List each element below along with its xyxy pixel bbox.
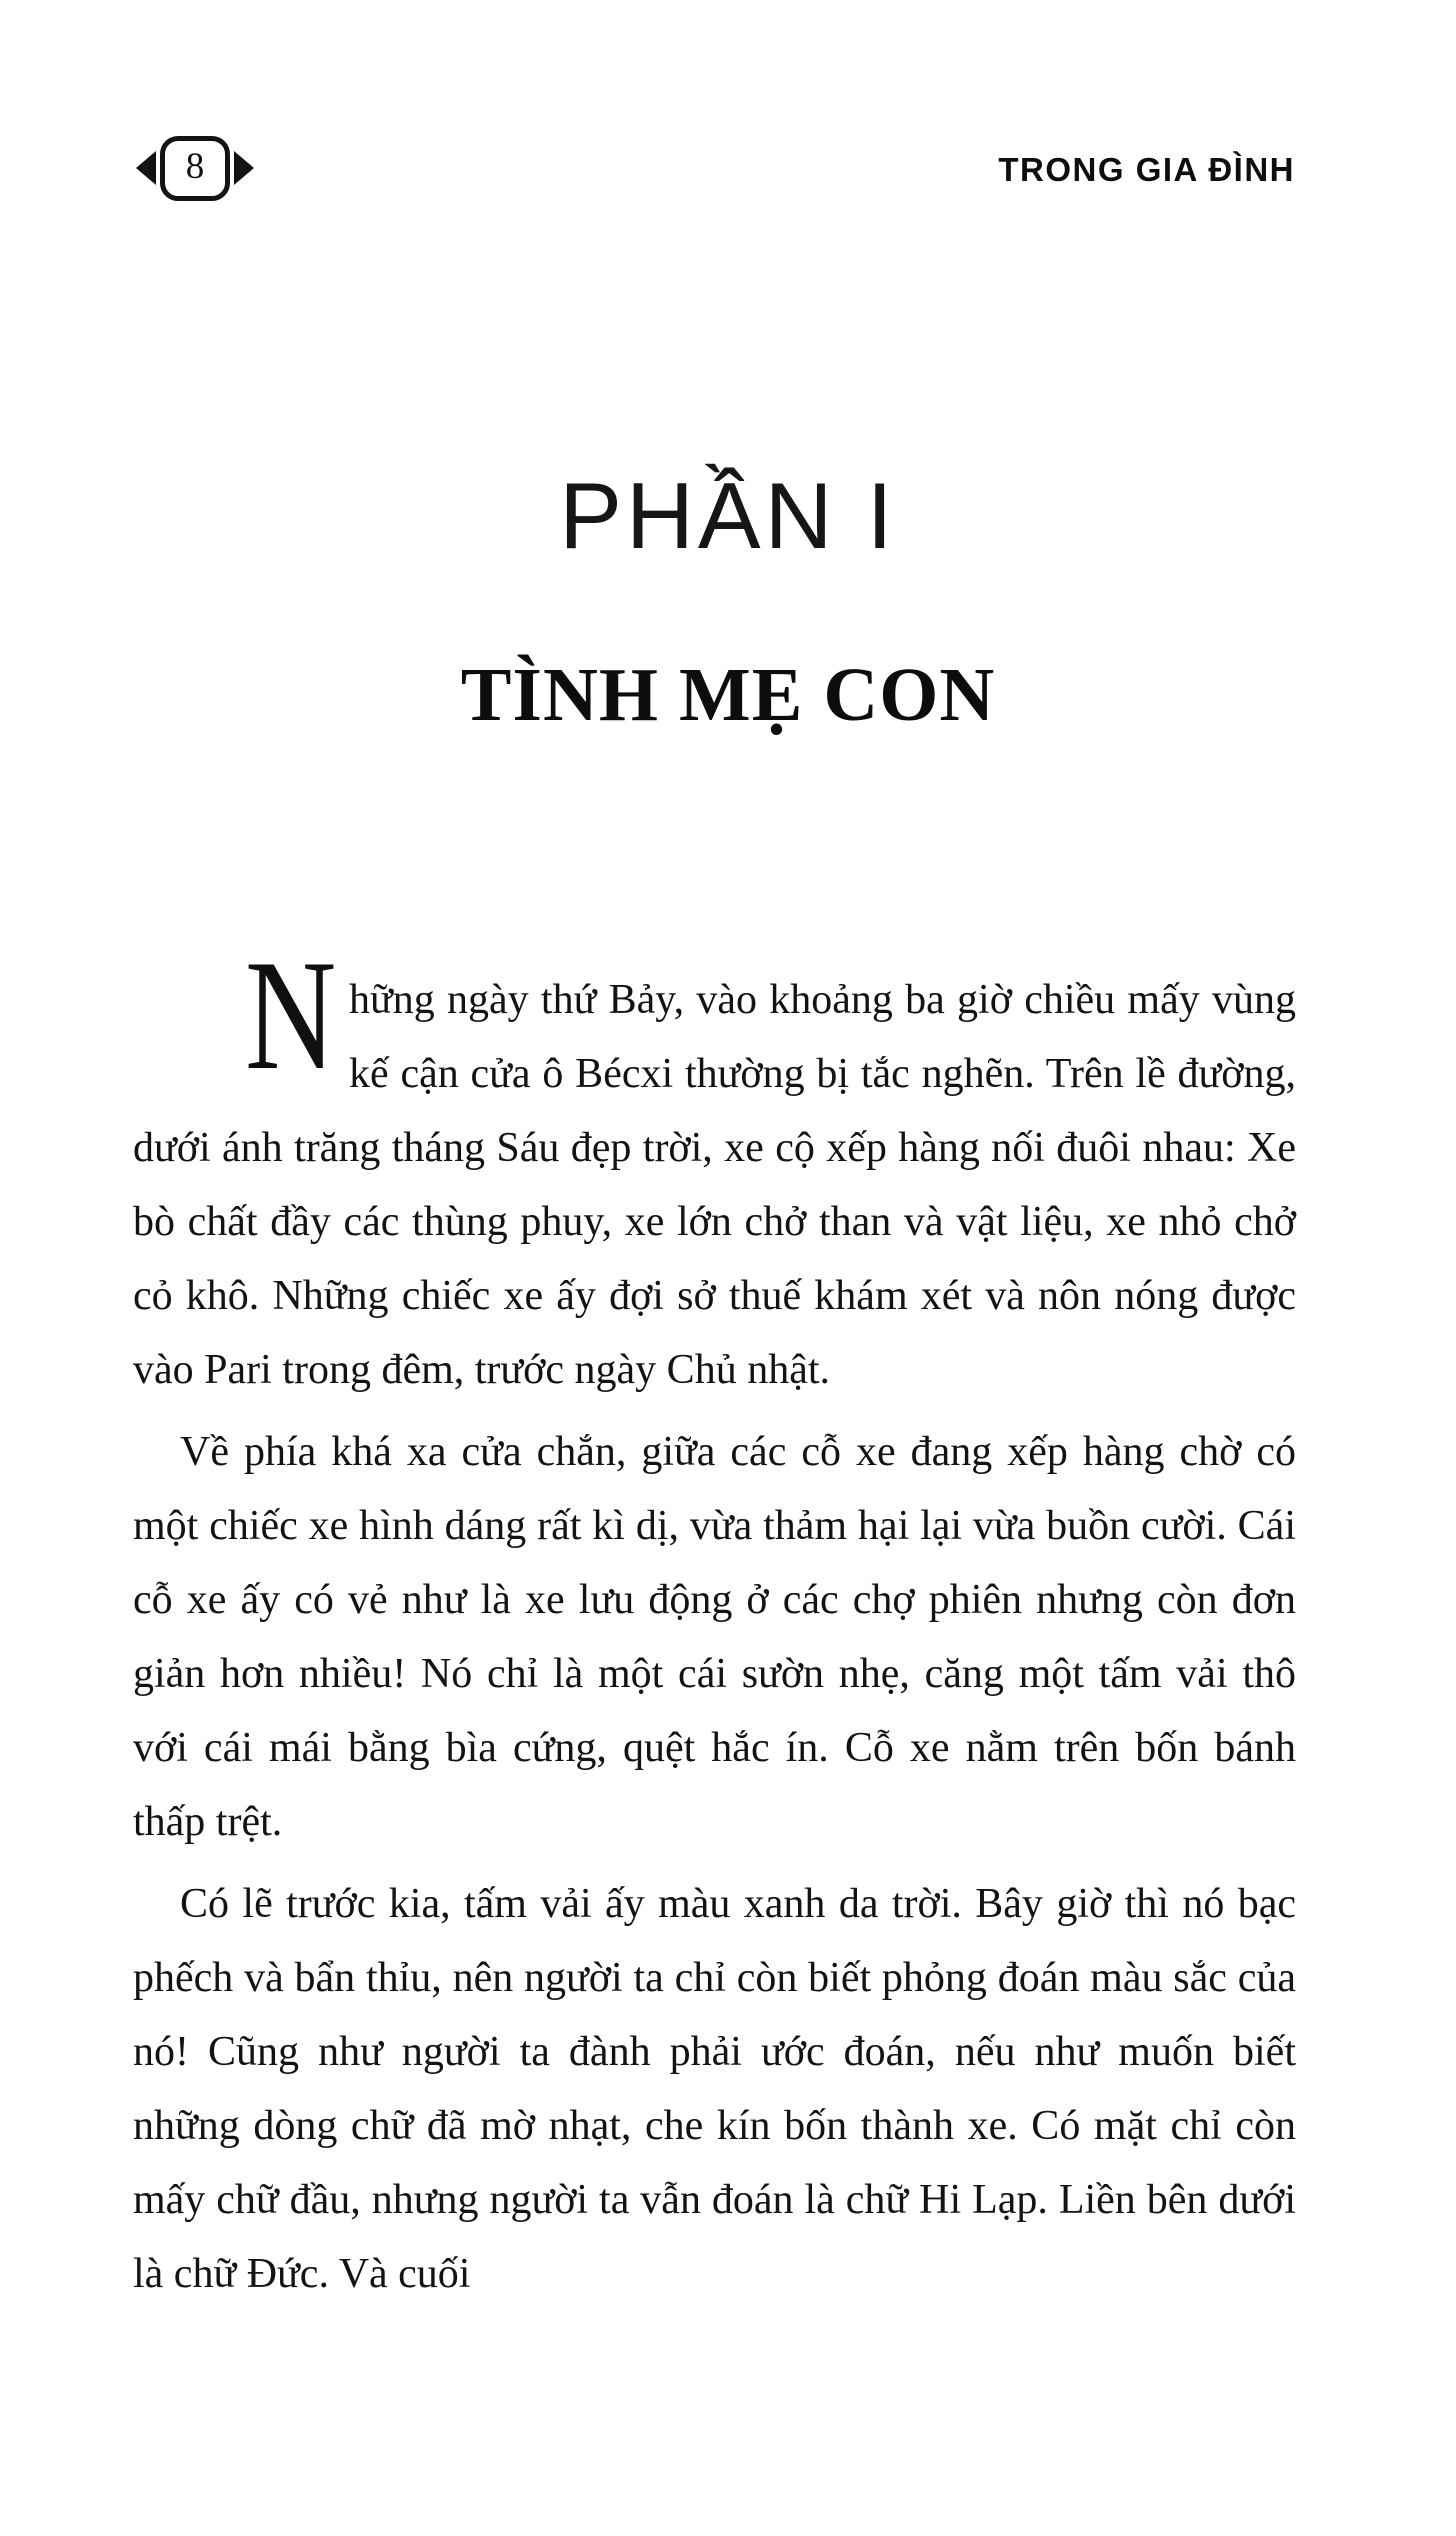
paragraph-3: Có lẽ trước kia, tấm vải ấy màu xanh da trời. Bây giờ thì nó bạc phếch và bẩn thỉu, nên người ta chỉ còn biết phỏng đoán màu sắc của nó! Cũng như người ta đành phải ước đoán, nếu như muốn biết những dòng chữ đã mờ nhạt, che kín bốn thành xe. Có mặt chỉ còn mấy chữ đầu, nhưng người ta vẫn đoán là chữ Hi Lạp. Liền bên dưới là chữ Đức. Và cuối: [133, 1881, 1296, 2297]
dropcap-box: [245, 928, 337, 1111]
page-navigation: [136, 137, 254, 199]
chapter-title: TÌNH MẸ CON: [460, 653, 996, 737]
next-page-arrow-icon[interactable]: [234, 151, 254, 185]
body-text: [133, 928, 1296, 2319]
part-title: PHẦN I: [559, 463, 897, 568]
paragraph-1-text: hững ngày thứ Bảy, vào khoảng ba giờ chiều mấy vùng kế cận cửa ô Bécxi thường bị tắc nghẽn. Trên lề đường, dưới ánh trăng tháng Sáu đẹp trời, xe cộ xếp hàng nối đuôi nhau: Xe bò chất đầy các thùng phuy, xe lớn chở than và vật liệu, xe nhỏ chở cỏ khô. Những chiếc xe ấy đợi sở thuế khám xét và nôn nóng được vào Pari trong đêm, trước ngày Chủ nhật.: [133, 977, 1296, 1393]
page-number: 8: [185, 146, 205, 187]
prev-page-arrow-icon[interactable]: [136, 151, 156, 185]
paragraph-2: Về phía khá xa cửa chắn, giữa các cỗ xe đang xếp hàng chờ có một chiếc xe hình dáng rất kì dị, vừa thảm hại lại vừa buồn cười. Cái cỗ xe ấy có vẻ như là xe lưu động ở các chợ phiên nhưng còn đơn giản hơn nhiều! Nó chỉ là một cái sườn nhẹ, căng một tấm vải thô với cái mái bằng bìa cứng, quệt hắc ín. Cỗ xe nằm trên bốn bánh thấp trệt.: [133, 1429, 1296, 1845]
running-header-title: TRONG GIA ĐÌNH: [998, 151, 1295, 188]
dropcap-letter: N: [245, 928, 337, 1103]
paragraph-1: [133, 928, 1296, 1407]
page-number-badge: [160, 136, 230, 201]
